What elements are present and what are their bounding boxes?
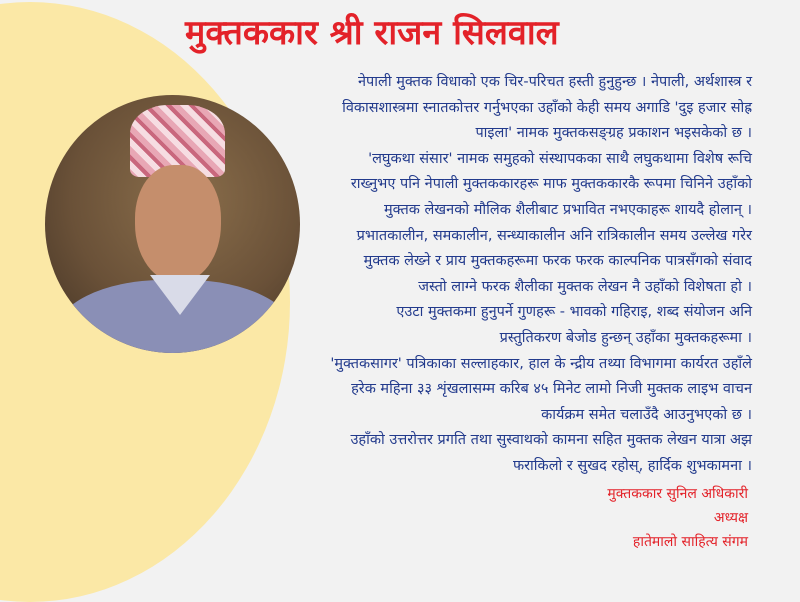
page-title: मुक्तककार श्री राजन सिलवाल [185,13,559,53]
body-line: प्रस्तुतिकरण बेजोड हुन्छन् उहाँका मुक्तकहरूमा । [499,329,752,346]
body-line: फराकिलो र सुखद रहोस्, हार्दिक शुभकामना । [512,457,752,474]
body-line: राख्नुभए पनि नेपाली मुक्तककारहरू माफ मुक्तककारकै रूपमा चिनिने उहाँको [350,176,752,193]
body-line: विकासशास्त्रमा स्नातकोत्तर गर्नुभएका उहाँको केही समय अगाडि 'दुइ हजार सोह्र [342,99,752,116]
body-line: 'लघुकथा संसार' नामक समुहको संस्थापकका साथै लघुकथामा विशेष रूचि [368,150,752,167]
body-line: हरेक महिना ३३ शृंखलासम्म करिब ४५ मिनेट लामो निजी मुक्तक लाइभ वाचन [351,381,752,398]
body-line: नेपाली मुक्तक विधाको एक चिर-परिचत हस्ती हुनुहुन्छ । नेपाली, अर्थशास्त्र र [358,74,752,90]
body-line: मुक्तक लेख्ने र प्राय मुक्तकहरूमा फरक फरक काल्पनिक पात्रसँगको संवाद [363,253,752,270]
body-line: मुक्तक लेखनको मौलिक शैलीबाट प्रभावित नभएकाहरू शायदै होलान् । [384,201,752,218]
body-line: प्रभातकालीन, समकालीन, सन्ध्याकालीन अनि रात्रिकालीन समय उल्लेख गरेर [356,227,752,244]
body-line: जस्तो लाग्ने फरक शैलीका मुक्तक लेखन नै उहाँको विशेषता हो । [418,278,752,295]
portrait-photo [45,95,300,353]
signature-name: मुक्तककार सुनिल अधिकारी [607,486,748,502]
body-line: 'मुक्तकसागर' पत्रिकाका सल्लाहकार, हाल के न्द्रीय तथ्या विभागमा कार्यरत उहाँले [330,355,752,372]
body-line: पाइला' नामक मुक्तकसङ्ग्रह प्रकाशन भइसकेको छ । [475,125,752,142]
body-line: उहाँको उत्तरोत्तर प्रगति तथा सुस्वाथको कामना सहित मुक्तक लेखन यात्रा अझ [350,432,752,449]
body-text [282,70,752,480]
signature-organization: हातेमालो साहित्य संगम [632,534,748,550]
signature-role: अध्यक्ष [713,510,748,526]
body-line: एउटा मुक्तकमा हुनुपर्ने गुणहरू - भावको गहिराइ, शब्द संयोजन अनि [396,304,752,321]
signature-block [607,482,748,554]
portrait-face [135,165,221,283]
body-line: कार्यक्रम समेत चलाउँदै आउनुभएको छ । [541,406,752,423]
